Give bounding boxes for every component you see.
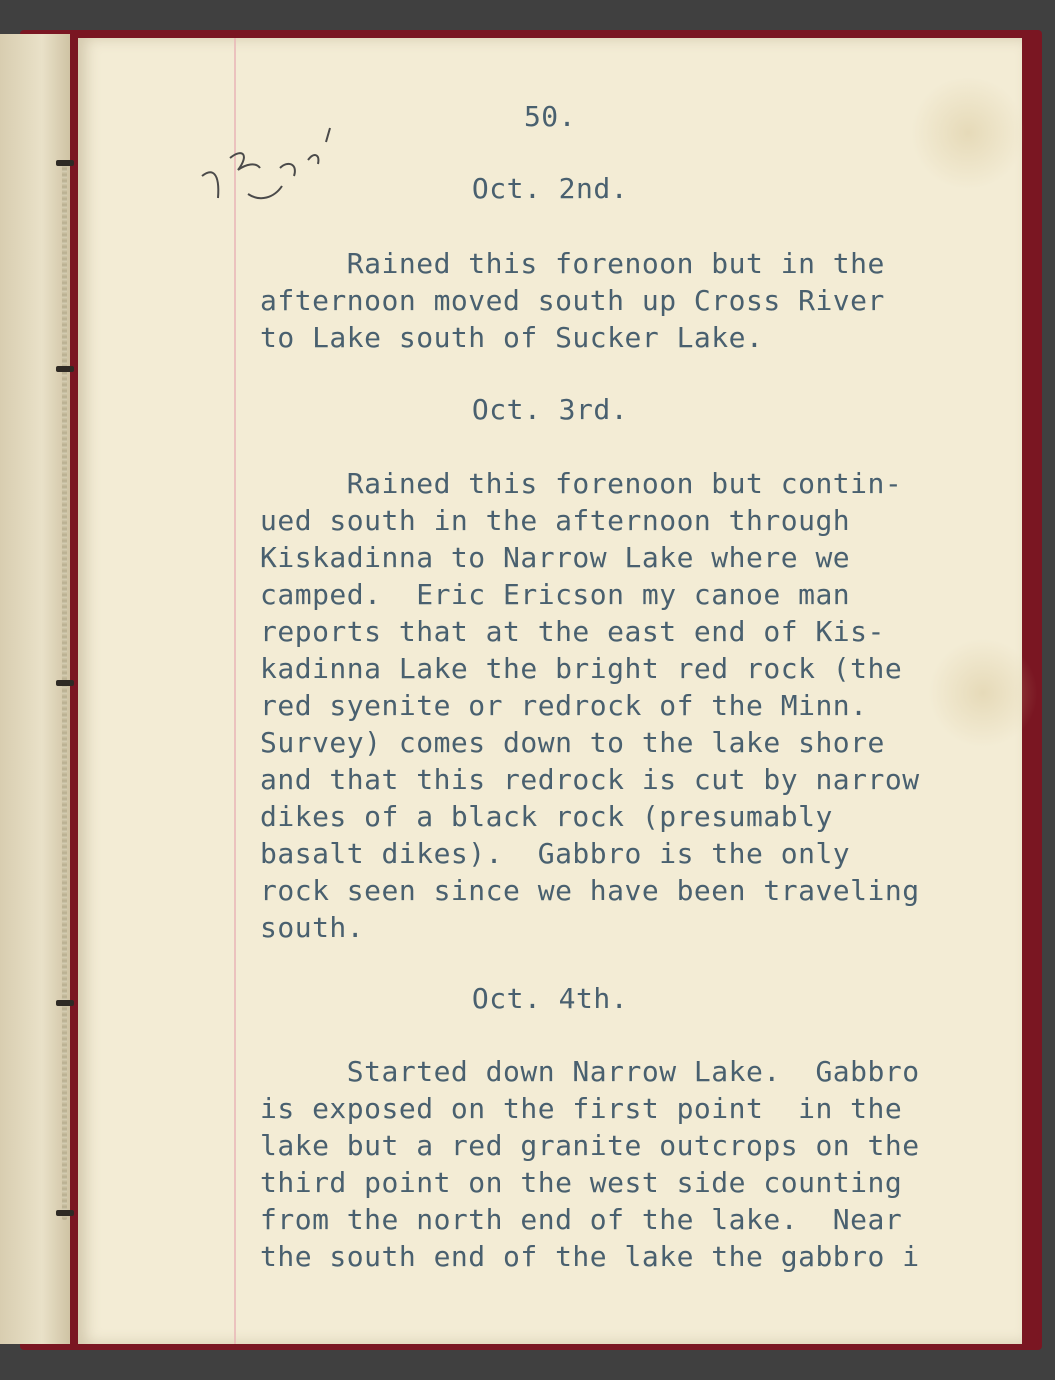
binding-stitch <box>56 680 74 686</box>
entry-line: Rained this forenoon but contin- <box>260 467 903 500</box>
entry-line: red syenite or redrock of the Minn. <box>260 689 868 722</box>
paper-stain <box>928 638 1038 748</box>
binding-stitch <box>56 1210 74 1216</box>
entry-date: Oct. 4th. <box>471 982 629 1015</box>
entry-line: lake but a red granite outcrops on the <box>260 1129 920 1162</box>
entry-line: camped. Eric Ericson my canoe man <box>260 578 851 611</box>
entry-line: is exposed on the first point in the <box>260 1092 903 1125</box>
entry-line: and that this redrock is cut by narrow <box>260 763 920 796</box>
entry-line: Started down Narrow Lake. Gabbro <box>260 1055 920 1088</box>
entry-line: ued south in the afternoon through <box>260 504 851 537</box>
entry-date: Oct. 2nd. <box>471 172 629 205</box>
entry-date: Oct. 3rd. <box>471 393 629 426</box>
thread-strand <box>62 160 67 1220</box>
binding-stitch <box>56 366 74 372</box>
page-number: 50. <box>523 100 577 133</box>
entry-line: third point on the west side counting <box>260 1166 903 1199</box>
entry-line: afternoon moved south up Cross River <box>260 284 885 317</box>
entry-line: reports that at the east end of Kis- <box>260 615 885 648</box>
entry-line: rock seen since we have been traveling <box>260 874 920 907</box>
entry-line: Survey) comes down to the lake shore <box>260 726 885 759</box>
entry-line: the south end of the lake the gabbro i <box>260 1240 920 1273</box>
binding-thread <box>56 160 72 1220</box>
entry-line: to Lake south of Sucker Lake. <box>260 321 764 354</box>
entry-line: dikes of a black rock (presumably <box>260 800 833 833</box>
entry-line: Kiskadinna to Narrow Lake where we <box>260 541 851 574</box>
entry-line: south. <box>260 911 365 944</box>
entry-line: basalt dikes). Gabbro is the only <box>260 837 851 870</box>
notebook-page <box>78 38 1022 1344</box>
entry-line: kadinna Lake the bright red rock (the <box>260 652 903 685</box>
margin-rule <box>234 38 236 1344</box>
entry-line: from the north end of the lake. Near <box>260 1203 903 1236</box>
binding-stitch <box>56 160 74 166</box>
entry-line: Rained this forenoon but in the <box>260 247 885 280</box>
binding-stitch <box>56 1000 74 1006</box>
